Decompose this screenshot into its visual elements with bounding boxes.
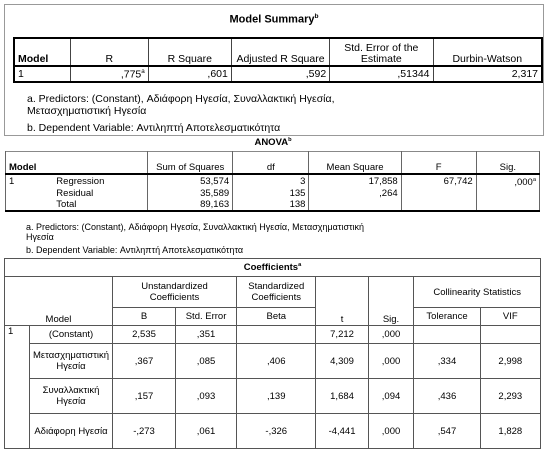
col-r: R <box>70 38 148 66</box>
cell-se: ,085 <box>176 344 237 379</box>
model-summary-note-b: b. Dependent Variable: Αντιληπτή Αποτελεσματικότητα <box>27 122 281 134</box>
col-vif: VIF <box>480 308 540 326</box>
table-row <box>5 379 541 414</box>
col-model: Model <box>14 38 70 66</box>
cell-tolerance <box>414 326 480 344</box>
cell-tolerance: ,547 <box>414 414 480 449</box>
table-row <box>5 414 541 449</box>
cell-t: 1,684 <box>316 379 368 414</box>
cell-sig: ,000 <box>368 344 414 379</box>
model-summary-title-sup: b <box>314 13 319 20</box>
col-group-standardized: Standardized Coefficients <box>237 277 316 308</box>
model-summary-panel <box>4 4 544 136</box>
table-row <box>6 174 540 188</box>
col-durbin-watson: Durbin-Watson <box>433 38 542 66</box>
model-summary-title <box>5 13 543 26</box>
cell-b: ,157 <box>112 379 175 414</box>
coefficients-panel <box>4 258 542 438</box>
col-model: Model <box>6 152 54 174</box>
anova-title-text: ANOVA <box>254 137 289 149</box>
col-mean-square: Mean Square <box>309 152 401 174</box>
cell-ms: ,264 <box>309 188 401 199</box>
cell-durbin-watson: 2,317 <box>433 66 542 82</box>
cell-b: ,367 <box>112 344 175 379</box>
cell-df: 135 <box>233 188 309 199</box>
cell-sig-value: ,000 <box>514 176 533 188</box>
cell-t: 4,309 <box>316 344 368 379</box>
cell-vif <box>480 326 540 344</box>
cell-f <box>401 199 476 211</box>
table-row <box>14 66 542 82</box>
col-sig: Sig. <box>476 152 539 174</box>
cell-model <box>6 199 54 211</box>
col-df: df <box>233 152 309 174</box>
col-t: t <box>316 277 368 326</box>
col-model: Model <box>5 277 113 326</box>
cell-b: 2,535 <box>112 326 175 344</box>
cell-tolerance: ,334 <box>414 344 480 379</box>
cell-label: Συναλλακτική Ηγεσία <box>30 379 113 414</box>
coefficients-title-sup: a <box>298 261 302 268</box>
cell-t: 7,212 <box>316 326 368 344</box>
col-beta: Beta <box>237 308 316 326</box>
cell-std-error: ,51344 <box>330 66 433 82</box>
cell-f <box>401 188 476 199</box>
cell-df: 3 <box>233 174 309 188</box>
cell-sig-sup: a <box>532 176 536 183</box>
col-std-error: Std. Error of the Estimate <box>330 38 433 66</box>
cell-sig: ,000 <box>368 414 414 449</box>
col-sig: Sig. <box>368 277 414 326</box>
col-group-collinearity: Collinearity Statistics <box>414 277 541 308</box>
cell-r-square: ,601 <box>148 66 231 82</box>
col-f: F <box>401 152 476 174</box>
cell-label: Αδιάφορη Ηγεσία <box>30 414 113 449</box>
cell-r-value: ,775 <box>120 68 142 81</box>
cell-sig <box>476 199 539 211</box>
cell-se: ,093 <box>176 379 237 414</box>
table-row <box>6 199 540 211</box>
cell-model: 1 <box>5 326 30 449</box>
cell-r <box>70 66 148 82</box>
cell-label: Μετασχηματιστική Ηγεσία <box>30 344 113 379</box>
col-adj-r-square: Adjusted R Square <box>231 38 329 66</box>
table-row <box>6 188 540 199</box>
cell-df: 138 <box>233 199 309 211</box>
model-summary-note-a-2: Μετασχηματιστική Ηγεσία <box>27 105 147 117</box>
cell-ms <box>309 199 401 211</box>
col-r-square: R Square <box>148 38 231 66</box>
cell-r-sup: a <box>141 67 145 75</box>
col-label <box>53 152 147 174</box>
col-b: B <box>112 308 175 326</box>
cell-ss: 35,589 <box>148 188 233 199</box>
col-tolerance: Tolerance <box>414 308 480 326</box>
cell-sig: ,094 <box>368 379 414 414</box>
model-summary-title-text: Model Summary <box>229 13 315 26</box>
table-row <box>5 326 541 344</box>
cell-beta: -,326 <box>237 414 316 449</box>
coefficients-title-text: Coefficients <box>243 262 299 274</box>
anova-note-b: b. Dependent Variable: Αντιληπτή Αποτελεσματικότητα <box>26 245 244 255</box>
cell-ms: 17,858 <box>309 174 401 188</box>
cell-beta <box>237 326 316 344</box>
cell-adj-r-square: ,592 <box>231 66 329 82</box>
cell-b: -,273 <box>112 414 175 449</box>
model-summary-note-a-1: a. Predictors: (Constant), Αδιάφορη Ηγεσία, Συναλλακτική Ηγεσία, <box>27 93 335 105</box>
cell-sig: ,000 <box>368 326 414 344</box>
col-sum-of-squares: Sum of Squares <box>148 152 233 174</box>
cell-label: Residual <box>53 188 147 199</box>
cell-f: 67,742 <box>401 174 476 188</box>
cell-vif: 1,828 <box>480 414 540 449</box>
cell-ss: 89,163 <box>148 199 233 211</box>
col-std-error: Std. Error <box>176 308 237 326</box>
cell-beta: ,139 <box>237 379 316 414</box>
anova-title <box>4 137 542 148</box>
cell-vif: 2,998 <box>480 344 540 379</box>
cell-label: (Constant) <box>30 326 113 344</box>
cell-vif: 2,293 <box>480 379 540 414</box>
table-row <box>5 344 541 379</box>
cell-model <box>6 188 54 199</box>
cell-model: 1 <box>14 66 70 82</box>
cell-se: ,351 <box>176 326 237 344</box>
cell-sig <box>476 188 539 199</box>
anova-note-a-1: a. Predictors: (Constant), Αδιάφορη Ηγεσία, Συναλλακτική Ηγεσία, Μετασχηματιστική <box>26 222 365 232</box>
cell-tolerance: ,436 <box>414 379 480 414</box>
cell-label: Regression <box>53 174 147 188</box>
anova-title-sup: b <box>288 137 292 143</box>
coefficients-table <box>4 258 541 449</box>
anova-note-a-2: Ηγεσία <box>26 232 54 242</box>
cell-sig <box>476 174 539 188</box>
cell-label: Total <box>53 199 147 211</box>
cell-beta: ,406 <box>237 344 316 379</box>
anova-panel <box>4 136 542 257</box>
cell-ss: 53,574 <box>148 174 233 188</box>
cell-t: -4,441 <box>316 414 368 449</box>
cell-model: 1 <box>6 174 54 188</box>
coefficients-title <box>5 259 541 277</box>
model-summary-table <box>13 37 543 83</box>
anova-table <box>5 151 540 212</box>
cell-se: ,061 <box>176 414 237 449</box>
col-group-unstandardized: Unstandardized Coefficients <box>112 277 236 308</box>
